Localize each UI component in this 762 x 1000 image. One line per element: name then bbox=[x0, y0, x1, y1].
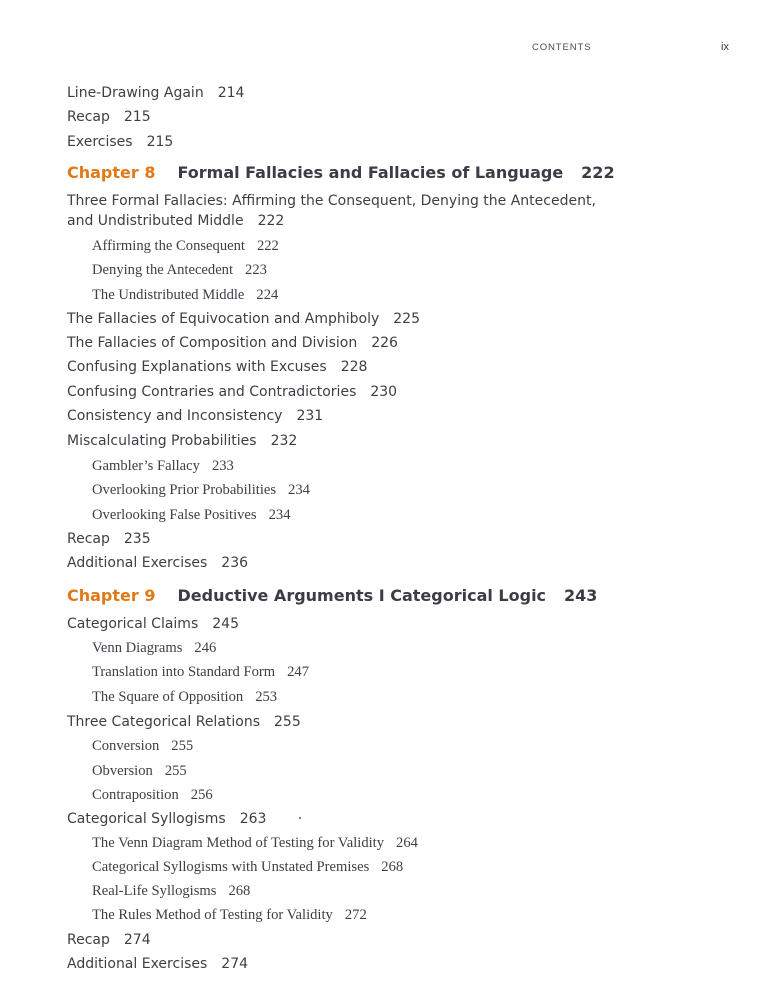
toc-subentry-conversion bbox=[92, 734, 193, 758]
entry-title: Consistency and Inconsistency bbox=[67, 408, 283, 424]
toc-entry-exercises bbox=[67, 130, 173, 154]
toc-entry-categorical-relations bbox=[67, 710, 301, 734]
toc-entry-miscalculating-probabilities bbox=[67, 429, 297, 453]
entry-title: Conversion bbox=[92, 738, 160, 754]
entry-title: Categorical Syllogisms bbox=[67, 811, 226, 827]
toc-subentry-prior-probabilities bbox=[92, 478, 310, 502]
chapter-9-heading bbox=[67, 584, 597, 608]
toc-subentry-denying-antecedent bbox=[92, 258, 267, 282]
entry-title: The Fallacies of Composition and Division bbox=[67, 335, 358, 351]
toc-subentry-standard-form bbox=[92, 660, 309, 684]
entry-title: Exercises bbox=[67, 134, 133, 150]
entry-page: 255 bbox=[171, 738, 194, 754]
page-number: ix bbox=[721, 41, 729, 53]
entry-page: 231 bbox=[296, 408, 324, 424]
entry-title: and Undistributed Middle bbox=[67, 213, 244, 229]
running-head: CONTENTS bbox=[532, 42, 592, 53]
entry-title: Overlooking False Positives bbox=[92, 507, 257, 523]
toc-entry-categorical-claims bbox=[67, 612, 239, 636]
toc-entry-line-drawing-again bbox=[67, 81, 244, 105]
entry-title: Categorical Claims bbox=[67, 616, 199, 632]
entry-page: 232 bbox=[270, 433, 298, 449]
entry-page: 215 bbox=[146, 134, 174, 150]
chapter-label: Chapter 9 bbox=[67, 586, 156, 605]
toc-entry-contraries-contradictories bbox=[67, 380, 397, 404]
entry-title: Confusing Contraries and Contradictories bbox=[67, 384, 357, 400]
entry-title: Obversion bbox=[92, 763, 153, 779]
entry-page: 253 bbox=[255, 689, 278, 705]
toc-entry-recap bbox=[67, 105, 151, 129]
entry-title: Translation into Standard Form bbox=[92, 664, 276, 680]
chapter-page: 243 bbox=[564, 586, 598, 605]
entry-page: 222 bbox=[256, 238, 279, 254]
entry-page: 245 bbox=[212, 616, 239, 632]
toc-entry-composition-division bbox=[67, 331, 398, 355]
entry-page: 226 bbox=[371, 335, 398, 351]
toc-subentry-affirming-consequent bbox=[92, 234, 279, 258]
chapter-title: Formal Fallacies and Fallacies of Language bbox=[177, 163, 564, 182]
entry-title: The Undistributed Middle bbox=[92, 287, 245, 303]
entry-page: 255 bbox=[274, 714, 301, 730]
entry-title: Confusing Explanations with Excuses bbox=[67, 359, 327, 375]
toc-entry-recap bbox=[67, 527, 151, 551]
toc-subentry-undistributed-middle bbox=[92, 283, 278, 307]
entry-page: 256 bbox=[190, 787, 213, 803]
entry-page: 234 bbox=[288, 482, 310, 498]
toc-entry-categorical-syllogisms bbox=[67, 807, 266, 831]
toc-entry-additional-exercises bbox=[67, 952, 248, 976]
entry-page: 230 bbox=[370, 384, 398, 400]
entry-title: Denying the Antecedent bbox=[92, 262, 234, 278]
toc-subentry-contraposition bbox=[92, 783, 213, 807]
entry-title: The Venn Diagram Method of Testing for Validity bbox=[92, 835, 385, 851]
toc-entry-consistency bbox=[67, 404, 323, 428]
toc-subentry-obversion bbox=[92, 759, 187, 783]
toc-subentry-rules-method bbox=[92, 903, 367, 927]
entry-page: 228 bbox=[340, 359, 368, 375]
scan-speck bbox=[299, 817, 301, 819]
entry-page: 247 bbox=[287, 664, 309, 680]
toc-subentry-unstated-premises bbox=[92, 855, 403, 879]
entry-page: 263 bbox=[239, 811, 267, 827]
chapter-page: 222 bbox=[581, 163, 615, 182]
entry-page: 274 bbox=[123, 932, 151, 948]
entry-page: 268 bbox=[381, 859, 404, 875]
entry-page: 234 bbox=[268, 507, 291, 523]
entry-page: 246 bbox=[194, 640, 217, 656]
toc-subentry-venn-diagrams bbox=[92, 636, 216, 660]
entry-page: 272 bbox=[344, 907, 367, 923]
toc-subentry-real-life-syllogisms bbox=[92, 879, 250, 903]
entry-page: 255 bbox=[164, 763, 187, 779]
entry-title: Additional Exercises bbox=[67, 956, 208, 972]
entry-title: Recap bbox=[67, 531, 110, 547]
toc-subentry-gamblers-fallacy bbox=[92, 454, 234, 478]
entry-page: 215 bbox=[123, 109, 151, 125]
chapter-8-heading bbox=[67, 161, 615, 185]
chapter-title: Deductive Arguments I Categorical Logic bbox=[177, 586, 547, 605]
entry-title: Recap bbox=[67, 109, 110, 125]
entry-title: Gambler’s Fallacy bbox=[92, 458, 200, 474]
entry-title: The Square of Opposition bbox=[92, 689, 244, 705]
entry-title: The Rules Method of Testing for Validity bbox=[92, 907, 333, 923]
chapter-label: Chapter 8 bbox=[67, 163, 156, 182]
toc-subentry-square-of-opposition bbox=[92, 685, 277, 709]
toc-entry-additional-exercises bbox=[67, 551, 248, 575]
entry-title: Recap bbox=[67, 932, 110, 948]
entry-page: 214 bbox=[217, 85, 245, 101]
entry-page: 225 bbox=[393, 311, 420, 327]
entry-title: Line-Drawing Again bbox=[67, 85, 204, 101]
entry-title: Three Categorical Relations bbox=[67, 714, 261, 730]
entry-page: 222 bbox=[257, 213, 285, 229]
entry-page: 268 bbox=[228, 883, 251, 899]
toc-subentry-false-positives bbox=[92, 503, 290, 527]
entry-page: 236 bbox=[221, 555, 249, 571]
entry-title: Venn Diagrams bbox=[92, 640, 183, 656]
entry-page: 235 bbox=[123, 531, 151, 547]
entry-title: Additional Exercises bbox=[67, 555, 208, 571]
entry-page: 264 bbox=[396, 835, 418, 851]
entry-title: Contraposition bbox=[92, 787, 179, 803]
entry-title: Three Formal Fallacies: Affirming the Consequent, Denying the Antecedent, bbox=[67, 193, 596, 209]
entry-title: Categorical Syllogisms with Unstated Premises bbox=[92, 859, 370, 875]
entry-page: 274 bbox=[221, 956, 249, 972]
toc-entry-equivocation-amphiboly bbox=[67, 307, 420, 331]
entry-title: Overlooking Prior Probabilities bbox=[92, 482, 277, 498]
entry-title: Miscalculating Probabilities bbox=[67, 433, 257, 449]
entry-title: Affirming the Consequent bbox=[92, 238, 245, 254]
toc-entry-recap bbox=[67, 928, 151, 952]
entry-title: Real-Life Syllogisms bbox=[92, 883, 217, 899]
entry-page: 224 bbox=[256, 287, 279, 303]
entry-title: The Fallacies of Equivocation and Amphiboly bbox=[67, 311, 380, 327]
toc-subentry-venn-method bbox=[92, 831, 418, 855]
toc-entry-explanations-excuses bbox=[67, 355, 367, 379]
entry-page: 233 bbox=[211, 458, 234, 474]
entry-page: 223 bbox=[245, 262, 267, 278]
toc-entry-three-formal-fallacies-cont bbox=[67, 209, 284, 233]
